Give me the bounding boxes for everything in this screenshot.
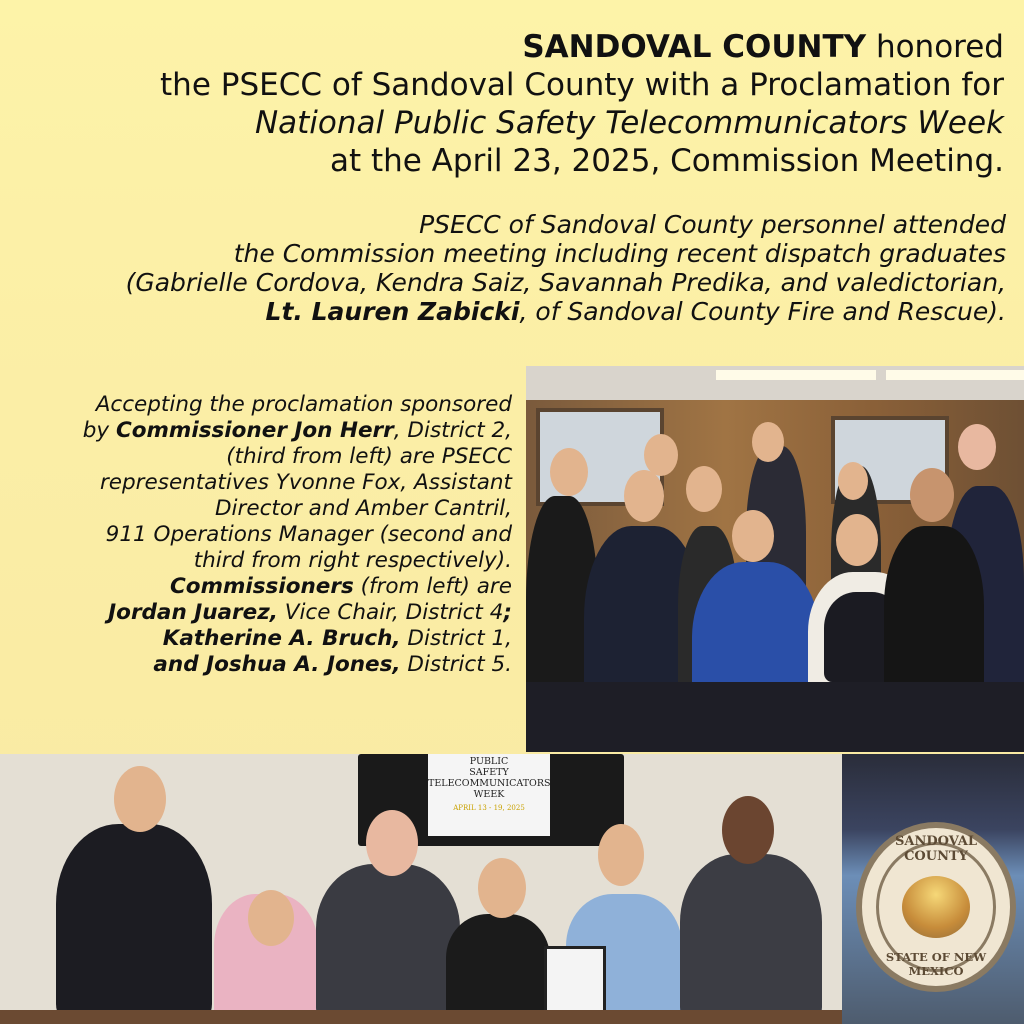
sub-line2: the Commission meeting including recent dispatch graduates — [233, 239, 1006, 268]
caption-text: District 5. — [400, 652, 512, 677]
person-head — [722, 796, 774, 864]
person-head — [550, 448, 588, 496]
caption-line — [10, 574, 512, 600]
headline-brand: SANDOVAL COUNTY — [522, 29, 867, 65]
photo-table — [526, 682, 1024, 752]
person-head — [910, 468, 954, 522]
caption-bold: Jordan Juarez, — [108, 600, 278, 625]
ceiling-light — [716, 370, 876, 380]
tv-text: PUBLIC — [469, 756, 509, 767]
caption-line — [10, 626, 512, 652]
caption-text: District 1, — [400, 626, 512, 651]
person-head — [752, 422, 784, 462]
person — [316, 864, 460, 1024]
caption-bold: ; — [503, 600, 512, 625]
headline-line3: National Public Safety Telecommunicators Week — [254, 105, 1004, 141]
county-seal — [856, 822, 1016, 992]
person-head — [598, 824, 644, 886]
person-head — [686, 466, 722, 512]
person — [680, 854, 822, 1024]
person-head — [732, 510, 774, 562]
group-photo — [526, 366, 1024, 752]
tv-screen — [428, 754, 550, 836]
caption-text: , District 2, — [393, 418, 512, 443]
caption-line: Director and Amber Cantril, — [214, 496, 512, 521]
sub-line1: PSECC of Sandoval County personnel attended — [419, 210, 1006, 239]
subheadline — [0, 210, 1006, 326]
headline-line2: the PSECC of Sandoval County with a Proclamation for — [160, 67, 1004, 103]
headline-line1: honored — [866, 29, 1004, 65]
caption-line — [10, 418, 512, 444]
sub-line4: , of Sandoval County Fire and Rescue). — [519, 297, 1006, 326]
person-head — [838, 462, 868, 500]
proclamation-photo — [0, 754, 842, 1024]
caption-bold: Commissioners — [170, 574, 354, 599]
caption-bold: Commissioner Jon Herr — [115, 418, 394, 443]
tv-text: SAFETY — [469, 767, 509, 778]
person-head — [644, 434, 678, 476]
person-head — [478, 858, 526, 918]
caption-text: by — [82, 418, 116, 443]
person-head — [114, 766, 166, 832]
seal-bottom-text: STATE OF NEW MEXICO — [885, 950, 987, 978]
caption-line — [10, 600, 512, 626]
caption-bold: and Joshua A. Jones, — [153, 652, 401, 677]
person — [446, 914, 550, 1024]
caption-line: Accepting the proclamation sponsored — [95, 392, 512, 417]
caption-line: (third from left) are PSECC — [226, 444, 512, 469]
county-seal-photo — [842, 754, 1024, 1024]
headline-line4: at the April 23, 2025, Commission Meeting. — [329, 143, 1004, 179]
caption-line: 911 Operations Manager (second and — [105, 522, 512, 547]
caption-bold: Katherine A. Bruch, — [162, 626, 401, 651]
headline — [44, 28, 1004, 180]
tv-text: WEEK — [473, 789, 505, 800]
person-head — [836, 514, 878, 566]
person-head — [624, 470, 664, 522]
person-head — [248, 890, 294, 946]
tv-text: TELECOMMUNICATORS — [428, 778, 551, 789]
photo-caption — [10, 392, 512, 678]
caption-line — [10, 652, 512, 678]
caption-line: third from right respectively). — [193, 548, 512, 573]
caption-text: (from left) are — [353, 574, 512, 599]
sub-line4-bold: Lt. Lauren Zabicki — [265, 297, 520, 326]
person — [56, 824, 212, 1024]
caption-text: Vice Chair, District 4 — [277, 600, 504, 625]
person-head — [958, 424, 996, 470]
seal-top-text: SANDOVAL COUNTY — [894, 834, 978, 864]
caption-line: representatives Yvonne Fox, Assistant — [99, 470, 512, 495]
photo-floor — [0, 1010, 842, 1024]
tv-dates: APRIL 13 - 19, 2025 — [453, 804, 525, 812]
person-head — [366, 810, 418, 876]
ceiling-light — [886, 370, 1024, 380]
sub-line3: (Gabrielle Cordova, Kendra Saiz, Savannah Predika, and valedictorian, — [125, 268, 1006, 297]
seal-emblem — [902, 876, 970, 938]
